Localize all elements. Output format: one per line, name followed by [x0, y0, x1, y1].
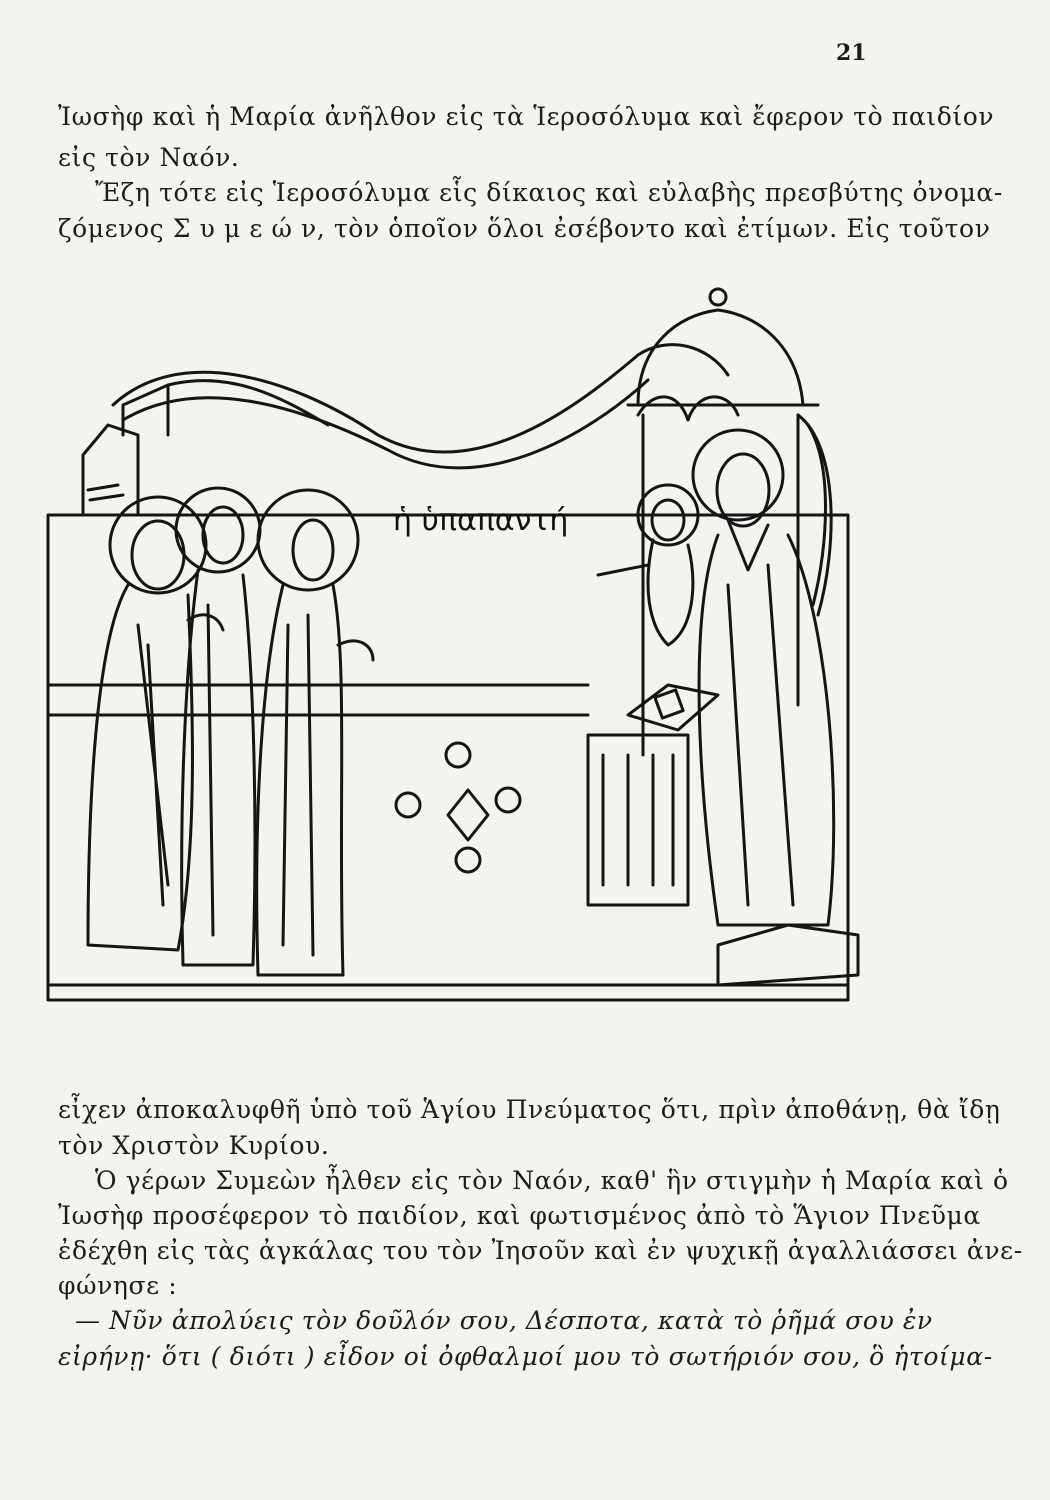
text-line: ἐδέχθη εἰς τὰς ἀγκάλας του τὸν Ἰησοῦν καὶ ἐν ψυχικῇ ἀγαλλιάσσει ἀνε-	[58, 1236, 1023, 1265]
throne-panels	[603, 755, 673, 885]
illustration-caption: ἡ ὑπαπαντή	[393, 503, 569, 538]
symeon-beard	[728, 520, 768, 570]
symeon-robe-folds	[728, 565, 793, 905]
text-line: Ὁ γέρων Συμεὼν ἦλθεν εἰς τὸν Ναόν, καθ' ἣν στιγμὴν ἡ Μαρία καὶ ὁ	[95, 1166, 1009, 1195]
christ-body	[648, 540, 693, 645]
book	[655, 690, 683, 718]
velum-drapery-fold	[168, 381, 328, 425]
joseph-halo	[110, 497, 206, 593]
canopy-dome	[638, 310, 803, 405]
text-line: Ἰωσὴφ καὶ ἡ Μαρία ἀνῆλθον εἰς τὰ Ἱεροσόλυμα καὶ ἔφερον τὸ παιδίον	[58, 102, 995, 131]
canopy-arches	[638, 397, 738, 420]
christ-head	[652, 500, 684, 540]
symeon-robe	[699, 535, 834, 925]
joseph-head	[132, 521, 184, 589]
text-line: Ἰωσὴφ προσέφερον τὸ παιδίον, καὶ φωτισμένος ἀπὸ τὸ Ἅγιον Πνεῦμα	[58, 1201, 981, 1230]
text-line: τὸν Χριστὸν Κυρίου.	[58, 1131, 330, 1160]
left-building	[83, 425, 138, 515]
text-line: φώνησε :	[58, 1271, 178, 1300]
text-line: ζόμενος Σ υ μ ε ώ ν, τὸν ὁποῖον ὅλοι ἐσέβοντο καὶ ἐτίμων. Εἰς τοῦτον	[58, 214, 991, 243]
woodcut-engraving	[28, 285, 868, 1010]
text-line: εἶχεν ἀποκαλυφθῆ ὑπὸ τοῦ Ἁγίου Πνεύματος ὅτι, πρὶν ἀποθάνῃ, θὰ ἴδῃ	[58, 1095, 1001, 1124]
left-building-tiles	[88, 485, 123, 500]
text-line: Ἔζη τότε εἰς Ἱεροσόλυμα εἷς δίκαιος καὶ εὐλαβὴς πρεσβύτης ὀνομα-	[95, 178, 1003, 207]
presentation-icon-illustration	[28, 285, 868, 1010]
prophetess-halo	[176, 488, 260, 572]
velum-drapery-fold	[123, 380, 648, 468]
mary-robe	[257, 585, 343, 975]
quotation-line: εἰρήνῃ· ὅτι ( διότι ) εἶδον οἱ ὀφθαλμοί μου τὸ σωτήριόν σου, ὃ ἡτοίμα-	[58, 1342, 993, 1371]
mary-halo	[258, 490, 358, 590]
robe-folds	[138, 605, 313, 955]
christ-arm	[598, 565, 648, 575]
page-number: 21	[836, 40, 867, 66]
quotation-line: — Νῦν ἀπολύεις τὸν δοῦλόν σου, Δέσποτα, κατὰ τὸ ῥῆμά σου ἐν	[75, 1306, 933, 1335]
canopy-finial	[710, 289, 726, 305]
decorative-ornament	[396, 743, 520, 872]
mary-head	[293, 520, 333, 580]
mary-hand	[338, 641, 373, 660]
text-line: εἰς τὸν Ναόν.	[58, 143, 240, 172]
footstool	[718, 925, 858, 985]
symeon-halo	[693, 430, 783, 520]
